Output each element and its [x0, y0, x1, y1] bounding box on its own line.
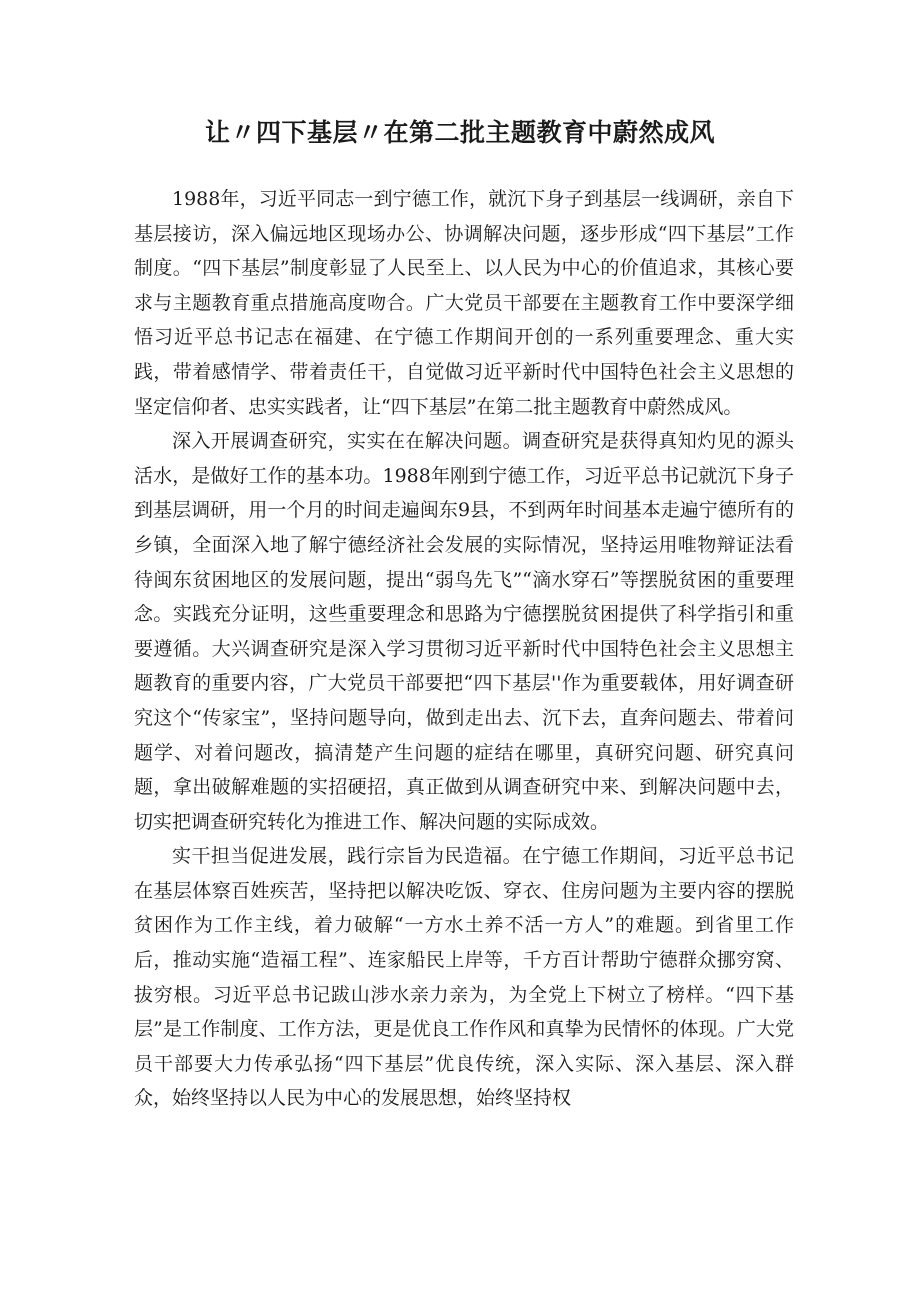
paragraph-3: 实干担当促进发展，践行宗旨为民造福。在宁德工作期间，习近平总书记在基层体察百姓疾苦，坚持把以解决吃饭、穿衣、住房问题为主要内容的摆脱贫困作为工作主线，着力破解“一方水土养不活一方人”的难题。到省里工作后，推动实施“造福工程”、连家船民上岸等，千方百计帮助宁德群众挪穷窝、拔穷根。习近平总书记跋山涉水亲力亲为，为全党上下树立了榜样。“四下基层”是工作制度、工作方法，更是优良工作作风和真挚为民情怀的体现。广大党员干部要大力传承弘扬“四下基层”优良传统，深入实际、深入基层、深入群众，始终坚持以人民为中心的发展思想，始终坚持权 — [134, 845, 794, 1110]
document-title: 让〃四下基层〃在第二批主题教育中蔚然成风 — [204, 118, 715, 147]
paragraph-1: 1988年，习近平同志一到宁德工作，就沉下身子到基层一线调研，亲自下基层接访，深入偏远地区现场办公、协调解决问题，逐步形成“四下基层”工作制度。“四下基层”制度彰显了人民至上、以人民为中心的价值追求，其核心要求与主题教育重点措施高度吻合。广大党员干部要在主题教育工作中要深学细悟习近平总书记志在福建、在宁德工作期间开创的一系列重要理念、重大实践，带着感情学、带着责任干，自觉做习近平新时代中国特色社会主义思想的坚定信仰者、忠实实践者，让“四下基层”在第二批主题教育中蔚然成风。 — [134, 188, 794, 418]
document-body — [134, 182, 794, 1116]
paragraph-2: 深入开展调查研究，实实在在解决问题。调查研究是获得真知灼见的源头活水，是做好工作的基本功。1988年刚到宁德工作，习近平总书记就沉下身子到基层调研，用一个月的时间走遍闽东9县，不到两年时间基本走遍宁德所有的乡镇，全面深入地了解宁德经济社会发展的实际情况，坚持运用唯物辩证法看待闽东贫困地区的发展问题，提出“弱鸟先飞”“滴水穿石”等摆脱贫困的重要理念。实践充分证明，这些重要理念和思路为宁德摆脱贫困提供了科学指引和重要遵循。大兴调查研究是深入学习贯彻习近平新时代中国特色社会主义思想主题教育的重要内容，广大党员干部要把“四下基层''作为重要载体，用好调查研究这个“传家宝”，坚持问题导向，做到走出去、沉下去，直奔问题去、带着问题学、对着问题改，搞清楚产生问题的症结在哪里，真研究问题、研究真问题，拿出破解难题的实招硬招，真正做到从调查研究中来、到解决问题中去，切实把调查研究转化为推进工作、解决问题的实际成效。 — [134, 430, 794, 833]
